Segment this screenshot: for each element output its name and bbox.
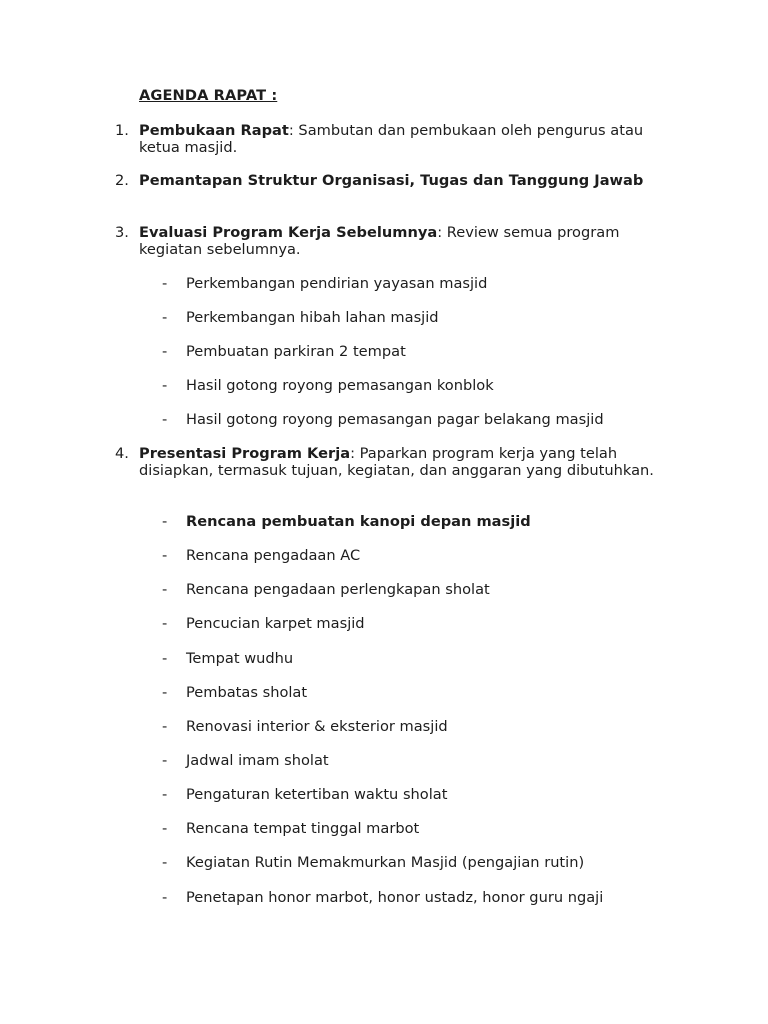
item-text: : Paparkan program kerja yang telah disiapkan, termasuk tujuan, kegiatan, dan anggaran yang dibutuhkan.	[139, 445, 654, 479]
list-item	[162, 718, 686, 735]
bullet-dash: -	[162, 581, 168, 598]
bullet-dash: -	[162, 718, 168, 735]
list-item	[162, 615, 686, 632]
item-heading: Pembukaan Rapat	[139, 122, 289, 139]
list-item-text: Pembuatan parkiran 2 tempat	[186, 343, 406, 360]
list-item	[162, 752, 686, 769]
item-text: : Sambutan dan pembukaan oleh pengurus atau ketua masjid.	[139, 122, 644, 156]
item-heading: Pemantapan Struktur Organisasi, Tugas dan Tanggung Jawab	[139, 172, 644, 189]
bullet-dash: -	[162, 309, 168, 326]
bullet-dash: -	[162, 786, 168, 803]
list-item-text: Jadwal imam sholat	[186, 752, 329, 769]
item-text: : Review semua program kegiatan sebelumnya.	[139, 224, 620, 258]
list-item-text: Hasil gotong royong pemasangan pagar belakang masjid	[186, 411, 604, 428]
bullet-dash: -	[162, 547, 168, 564]
list-item-text: Rencana tempat tinggal marbot	[186, 820, 420, 837]
agenda-item-4	[115, 445, 669, 479]
list-item	[162, 581, 686, 598]
list-item-text: Tempat wudhu	[186, 650, 294, 667]
bullet-dash: -	[162, 275, 168, 292]
bullet-dash: -	[162, 513, 168, 530]
list-item	[162, 343, 686, 360]
list-item	[162, 684, 686, 701]
list-item	[162, 275, 686, 292]
list-item-text: Perkembangan hibah lahan masjid	[186, 309, 439, 326]
bullet-dash: -	[162, 854, 168, 871]
list-item	[162, 309, 686, 326]
list-item	[162, 377, 686, 394]
list-item	[162, 650, 686, 667]
list-item	[162, 411, 686, 428]
list-item	[162, 889, 686, 906]
list-item-text: Perkembangan pendirian yayasan masjid	[186, 275, 488, 292]
agenda-title: AGENDA RAPAT :	[139, 87, 278, 104]
item-heading: Presentasi Program Kerja	[139, 445, 351, 462]
bullet-dash: -	[162, 889, 168, 906]
list-item	[162, 854, 686, 871]
list-item-text: Pembatas sholat	[186, 684, 308, 701]
item-number: 2.	[115, 172, 129, 189]
list-item-text: Penetapan honor marbot, honor ustadz, honor guru ngaji	[186, 889, 604, 906]
list-item-text: Pengaturan ketertiban waktu sholat	[186, 786, 448, 803]
bullet-dash: -	[162, 752, 168, 769]
agenda-item-1	[115, 122, 679, 156]
bullet-dash: -	[162, 820, 168, 837]
list-item-text: Renovasi interior & eksterior masjid	[186, 718, 448, 735]
bullet-dash: -	[162, 684, 168, 701]
list-item-text: Rencana pembuatan kanopi depan masjid	[186, 513, 531, 530]
bullet-dash: -	[162, 615, 168, 632]
item-heading: Evaluasi Program Kerja Sebelumnya	[139, 224, 438, 241]
bullet-dash: -	[162, 411, 168, 428]
agenda-item-2	[115, 172, 679, 189]
list-item-text: Pencucian karpet masjid	[186, 615, 365, 632]
list-item-text: Rencana pengadaan perlengkapan sholat	[186, 581, 490, 598]
item-number: 1.	[115, 122, 129, 139]
list-item-text: Rencana pengadaan AC	[186, 547, 361, 564]
list-item	[162, 547, 686, 564]
list-item-text: Kegiatan Rutin Memakmurkan Masjid (pengajian rutin)	[186, 854, 585, 871]
item-number: 3.	[115, 224, 129, 241]
list-item	[162, 786, 686, 803]
list-item	[162, 820, 686, 837]
list-item	[162, 513, 686, 530]
bullet-dash: -	[162, 343, 168, 360]
bullet-dash: -	[162, 650, 168, 667]
agenda-item-3	[115, 224, 659, 258]
list-item-text: Hasil gotong royong pemasangan konblok	[186, 377, 494, 394]
item-number: 4.	[115, 445, 129, 462]
bullet-dash: -	[162, 377, 168, 394]
